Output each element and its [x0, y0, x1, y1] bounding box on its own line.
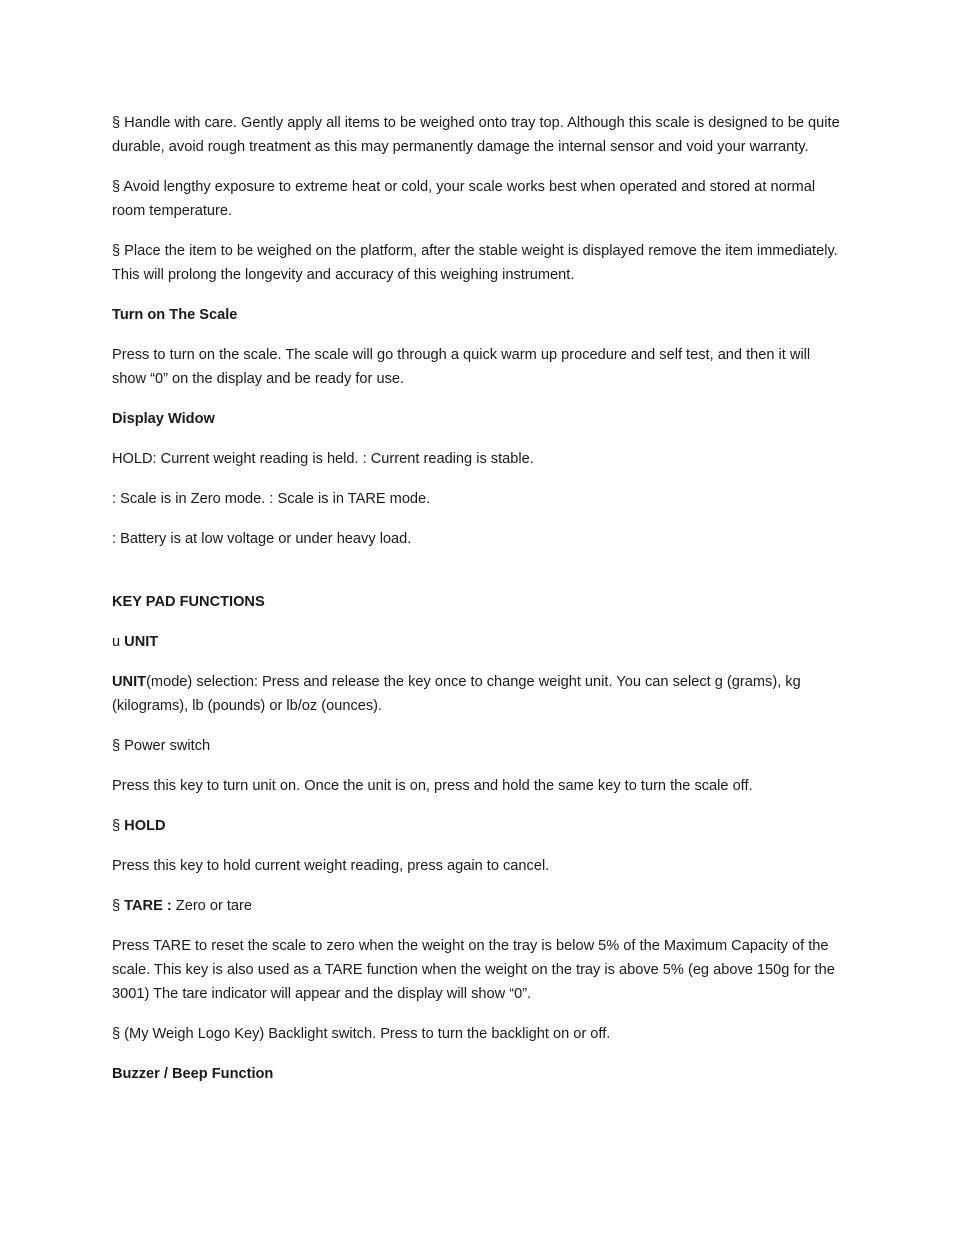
turn-on-heading: Turn on The Scale	[112, 307, 238, 323]
display-line-1: HOLD: Current weight reading is held. : Current reading is stable.	[112, 451, 534, 467]
tare-key-label: TARE :	[124, 898, 172, 914]
tare-key-paragraph: Press TARE to reset the scale to zero when the weight on the tray is below 5% of the Maximum Capacity of the scale. This key is also used as a TARE function when the weight on the tray is above 5% (eg above 150g for the 3001) The tare indicator will appear and the display will show “0”.	[112, 938, 835, 1002]
keypad-functions-heading: KEY PAD FUNCTIONS	[112, 594, 265, 610]
backlight-paragraph: § (My Weigh Logo Key) Backlight switch. Press to turn the backlight on or off.	[112, 1026, 611, 1042]
hold-key-prefix: §	[112, 818, 125, 834]
care-paragraph-1: § Handle with care. Gently apply all items to be weighed onto tray top. Although this scale is designed to be quite durable, avoid rough treatment as this may permanently damage the internal sensor and void your warranty.	[112, 115, 840, 155]
hold-key-heading	[112, 814, 846, 838]
hold-key-paragraph: Press this key to hold current weight reading, press again to cancel.	[112, 858, 550, 874]
unit-key-label: UNIT	[124, 634, 159, 650]
display-line-2: : Scale is in Zero mode. : Scale is in TARE mode.	[112, 491, 431, 507]
tare-key-prefix: §	[112, 898, 125, 914]
display-line-3: : Battery is at low voltage or under heavy load.	[112, 531, 412, 547]
unit-key-prefix: u	[112, 634, 125, 650]
care-paragraph-3: § Place the item to be weighed on the platform, after the stable weight is displayed remove the item immediately. This will prolong the longevity and accuracy of this weighing instrument.	[112, 243, 838, 283]
display-window-heading: Display Widow	[112, 411, 215, 427]
tare-key-heading	[112, 894, 846, 918]
unit-key-description: (mode) selection: Press and release the key once to change weight unit. You can select g (grams), kg (kilograms), lb (pounds) or lb/oz (ounces).	[112, 674, 801, 714]
buzzer-heading: Buzzer / Beep Function	[112, 1066, 274, 1082]
turn-on-paragraph: Press to turn on the scale. The scale will go through a quick warm up procedure and self test, and then it will show “0” on the display and be ready for use.	[112, 347, 811, 387]
hold-key-label: HOLD	[124, 818, 166, 834]
tare-key-suffix: Zero or tare	[171, 898, 253, 914]
power-switch-heading: § Power switch	[112, 738, 211, 754]
unit-key-inline-label: UNIT	[112, 674, 147, 690]
unit-key-paragraph	[112, 670, 846, 718]
care-paragraph-2: § Avoid lengthy exposure to extreme heat or cold, your scale works best when operated and stored at normal room temperature.	[112, 179, 816, 219]
document-body	[112, 111, 846, 1102]
unit-key-heading	[112, 630, 846, 654]
power-switch-paragraph: Press this key to turn unit on. Once the unit is on, press and hold the same key to turn the scale off.	[112, 778, 753, 794]
